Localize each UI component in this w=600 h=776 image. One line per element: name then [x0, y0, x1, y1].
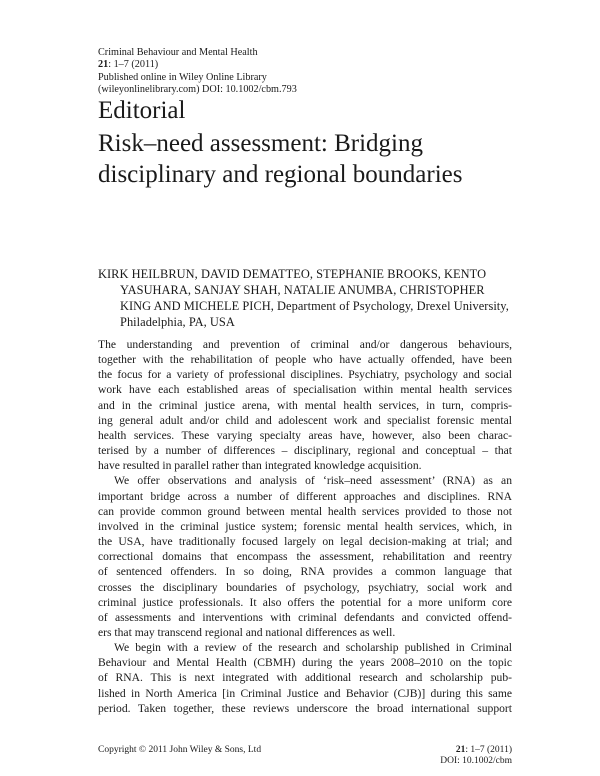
text-line: of RNA. This is next integrated with additional research and scholarship pub- [98, 671, 512, 685]
title-line: Risk–need assessment: Bridging [98, 130, 423, 157]
text-line: Behaviour and Mental Health (CBMH) during the years 2008–2010 on the topic [98, 656, 512, 670]
author-line: KING AND MICHELE PICH, Department of Psychology, Drexel University, [120, 299, 509, 313]
title-line: disciplinary and regional boundaries [98, 161, 463, 188]
footer-volume: 21 [455, 745, 466, 755]
author-affiliation: Philadelphia, PA, USA [120, 315, 235, 329]
text-line: lished in North America [in Criminal Justice and Behavior (CJB)] during this same [98, 686, 512, 700]
section-label: Editorial [98, 97, 186, 124]
text-line: of assessments and interventions with criminal defendants and convicted offend- [98, 610, 512, 624]
copyright-notice: Copyright © 2011 John Wiley & Sons, Ltd [98, 745, 262, 755]
text-line: ing general adult and/or child and adolescent work and specialist forensic mental [98, 413, 512, 427]
article-doi: (wileyonlinelibrary.com) DOI: 10.1002/cbm.793 [98, 84, 297, 96]
volume-number: 21 [98, 59, 109, 71]
text-line: together with the rehabilitation of people who have actually offended, have been [98, 353, 512, 367]
paragraph-2 [98, 473, 512, 640]
issue-pages: : 1–7 (2011) [108, 59, 159, 71]
journal-name: Criminal Behaviour and Mental Health [98, 47, 258, 58]
text-line: ers that may transcend regional and national differences as well. [98, 625, 396, 639]
text-line: can provide common ground between mental health services provided to those not [98, 504, 512, 518]
text-line: correctional domains that encompass the assessment, rehabilitation and reentry [98, 550, 512, 564]
article-title [98, 128, 518, 190]
text-line: work have each established areas of specialisation within mental health services [98, 383, 512, 397]
text-line: the USA, have traditionally focused largely on legal decision-making at trial; and [98, 535, 512, 549]
journal-issue [98, 59, 297, 71]
text-line: of sentenced offenders. In so doing, RNA provides a common language that [98, 565, 512, 579]
text-line: The understanding and prevention of criminal and/or dangerous behaviours, [98, 338, 512, 351]
paragraph-3 [98, 640, 512, 716]
text-line: criminal justice professionals. It also offers the potential for a more uniform core [98, 595, 512, 609]
paragraph-1 [98, 337, 512, 473]
text-line: important bridge across a number of different approaches and disciplines. RNA [98, 489, 512, 503]
text-line: terised by a number of differences – disciplinary, regional and conceptual – that [98, 444, 512, 458]
footer-doi: DOI: 10.1002/cbm [440, 756, 512, 766]
author-list [98, 266, 512, 330]
text-line: the focus for a variety of professional disciplines. Psychiatry, psychology and social [98, 368, 512, 382]
text-line: involved in the criminal justice system; forensic mental health services, which, in [98, 519, 512, 533]
footer-citation [440, 745, 512, 767]
journal-header [98, 47, 297, 97]
text-line: have resulted in parallel rather than integrated knowledge acquisition. [98, 459, 422, 473]
text-line: crosses the disciplinary boundaries of psychology, psychiatry, social work and [98, 580, 512, 594]
text-line: health services. These varying specialty areas have, however, also been charac- [98, 428, 512, 442]
author-line: YASUHARA, SANJAY SHAH, NATALIE ANUMBA, CHRISTOPHER [120, 283, 485, 297]
text-line: We begin with a review of the research and scholarship published in Criminal [114, 641, 512, 655]
article-body [98, 337, 512, 716]
footer-volume-line [440, 745, 512, 756]
footer-pages: : 1–7 (2011) [465, 745, 512, 755]
text-line: We offer observations and analysis of ‘risk–need assessment’ (RNA) as an [114, 474, 512, 488]
text-line: and in the criminal justice arena, with mental health services, in turn, compris- [98, 398, 512, 412]
text-line: period. Taken together, these reviews underscore the broad international support [98, 701, 512, 715]
author-line: KIRK HEILBRUN, DAVID DEMATTEO, STEPHANIE BROOKS, KENTO [98, 267, 487, 281]
published-online: Published online in Wiley Online Library [98, 71, 267, 83]
